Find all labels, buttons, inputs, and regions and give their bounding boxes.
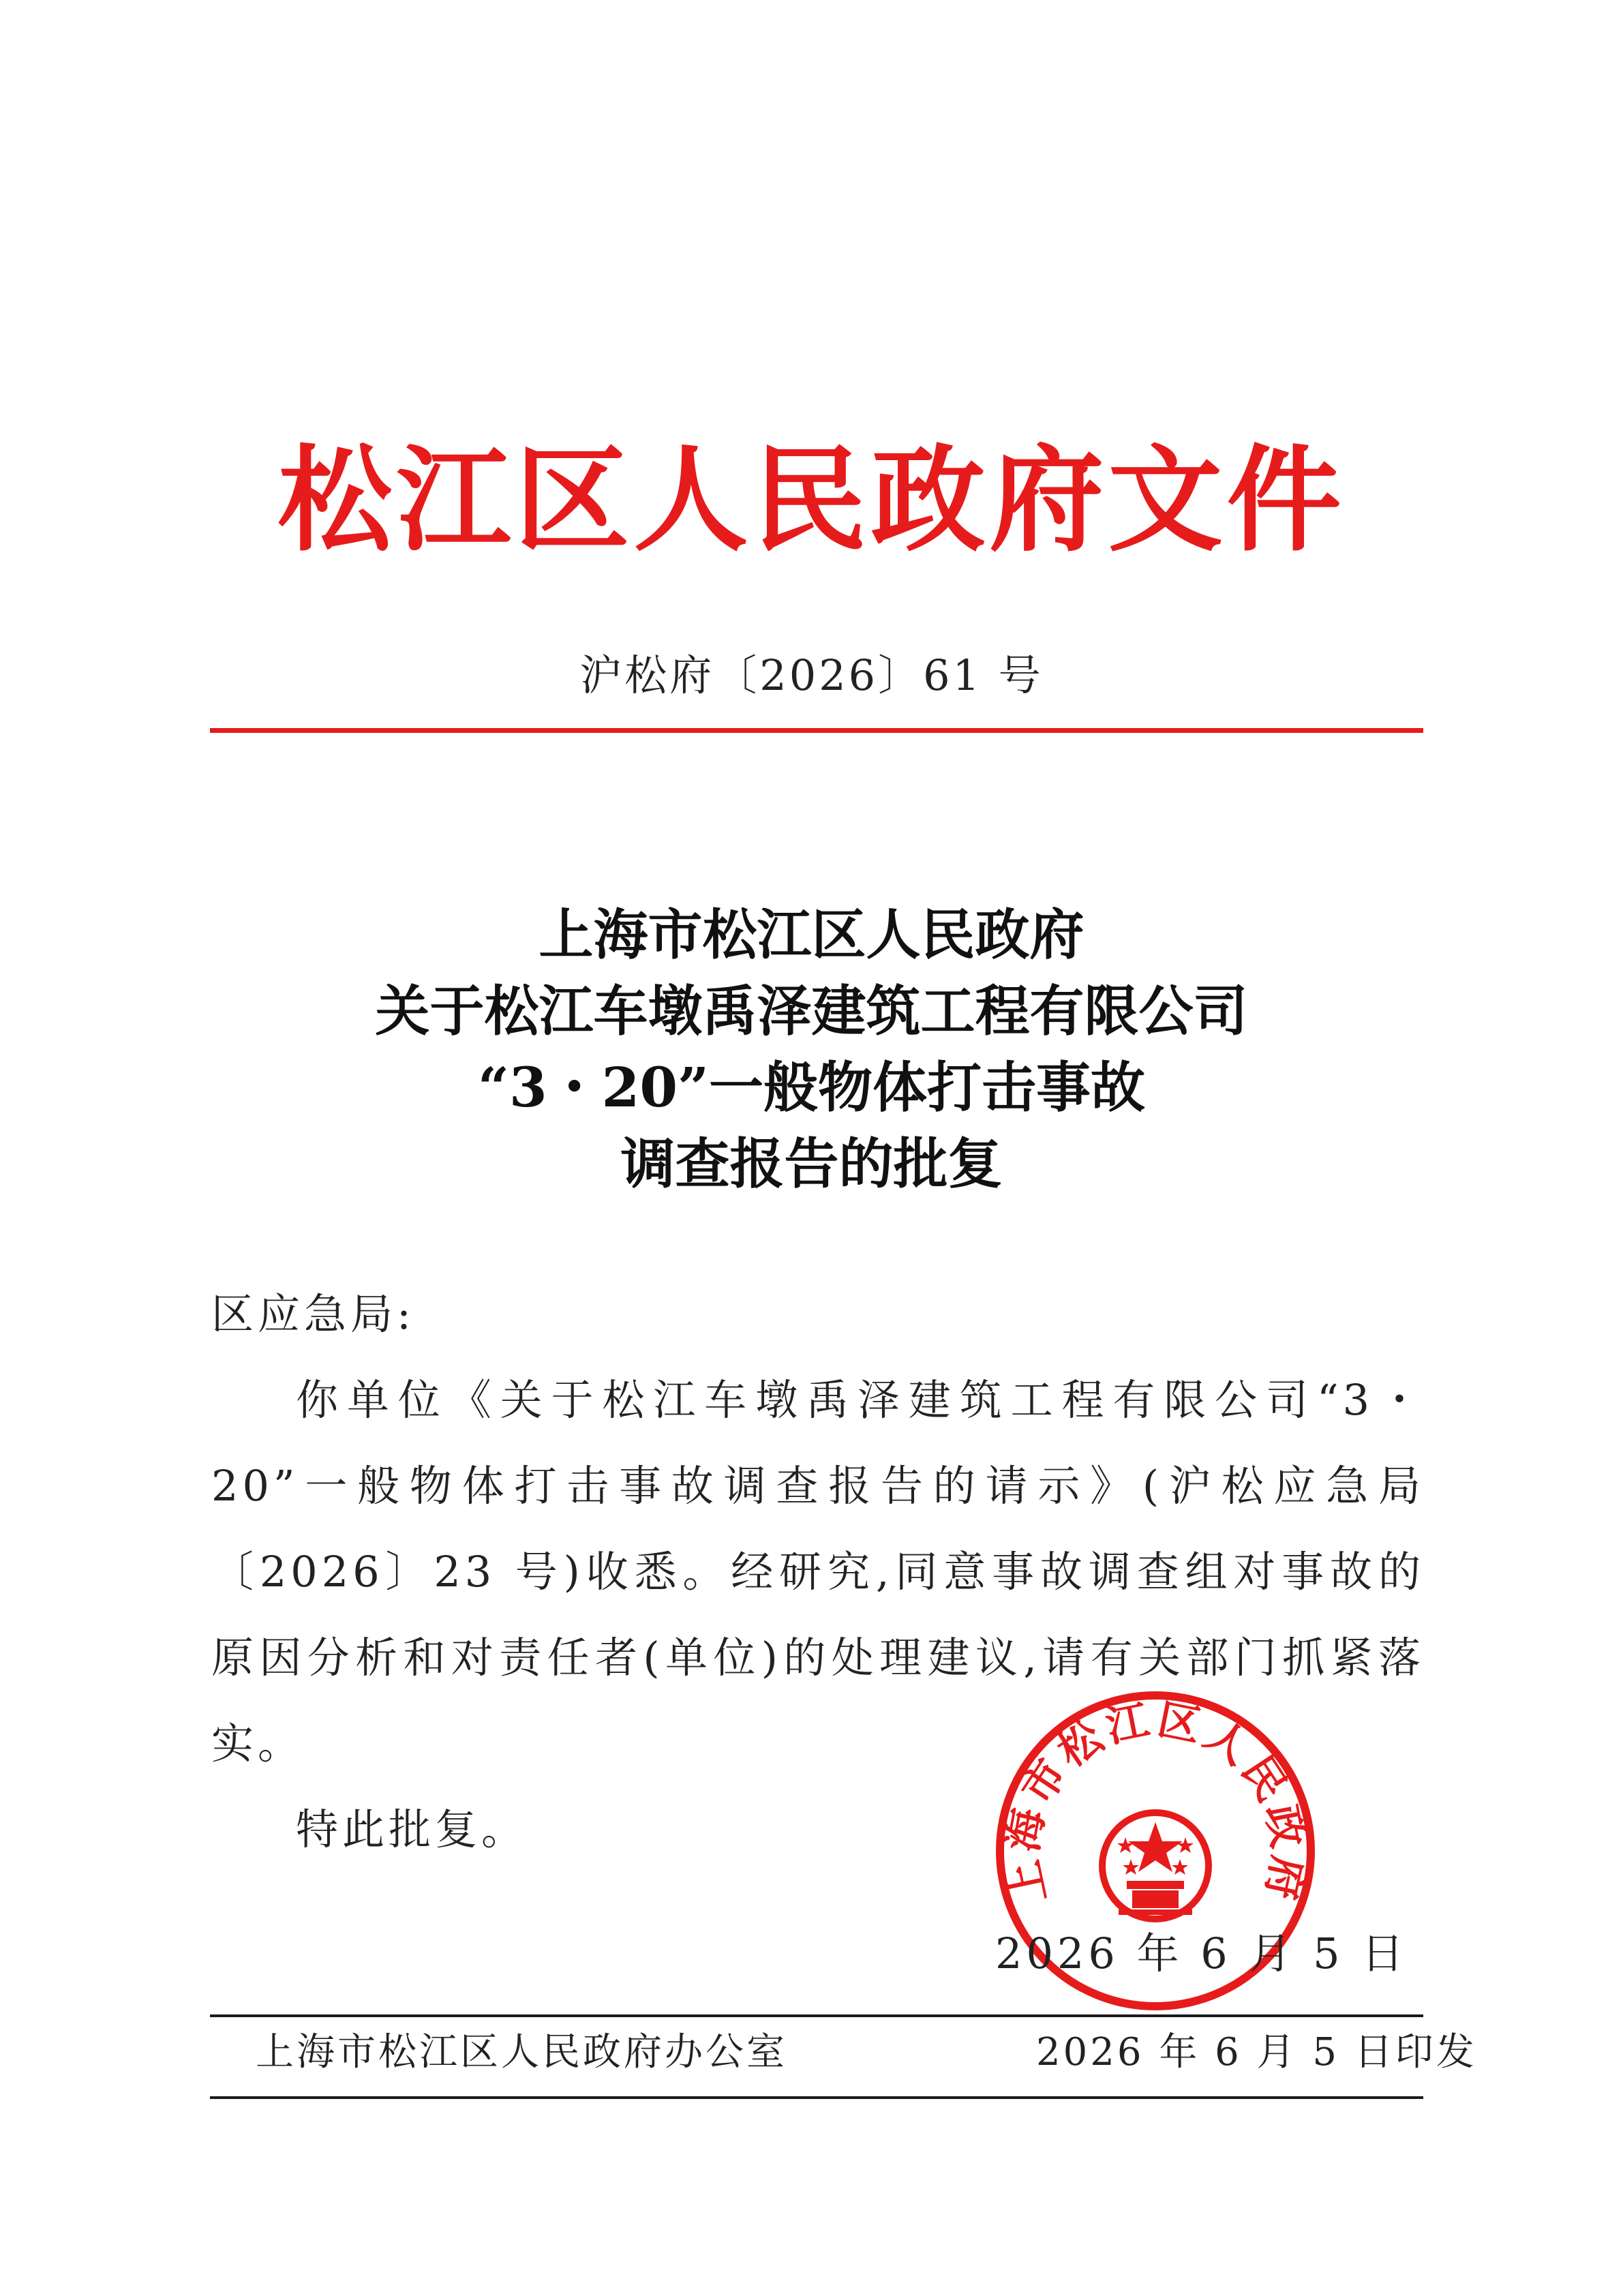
footer-issue-date: 2026 年 6 月 5 日印发 — [1036, 2030, 1477, 2074]
footer-rule-top — [210, 2014, 1423, 2017]
closing-remark: 特此批复。 — [296, 1804, 528, 1854]
masthead-title: 松江区人民政府文件 — [277, 434, 1346, 567]
red-divider — [210, 728, 1423, 733]
title-line-3: “3・20”一般物体打击事故 — [477, 1055, 1146, 1119]
title-line-1: 上海市松江区人民政府 — [539, 903, 1084, 967]
salutation: 区应急局: — [211, 1289, 415, 1339]
body-paragraph: 你单位《关于松江车墩禹泽建筑工程有限公司“3・20”一般物体打击事故调查报告的请示》(沪松应急局〔2026〕23 号)收悉。经研究,同意事故调查组对事故的原因分析和对责任者(单位)的处理建议,请有关部门抓紧落实。 — [211, 1375, 1425, 1768]
footer-rule-bottom — [210, 2096, 1423, 2099]
title-line-2: 关于松江车墩禹泽建筑工程有限公司 — [375, 979, 1248, 1043]
signature-date: 2026 年 6 月 5 日 — [995, 1929, 1408, 1978]
document-number: 沪松府〔2026〕61 号 — [579, 650, 1044, 700]
seal-text: 上海市松江区人民政府 — [997, 1694, 1314, 1908]
footer-issuer: 上海市松江区人民政府办公室 — [256, 2030, 787, 2074]
title-line-4: 调查报告的批复 — [620, 1132, 1003, 1196]
document-title — [0, 896, 1623, 1202]
national-emblem-icon — [1102, 1813, 1209, 1919]
svg-text:上海市松江区人民政府 — [997, 1694, 1314, 1907]
